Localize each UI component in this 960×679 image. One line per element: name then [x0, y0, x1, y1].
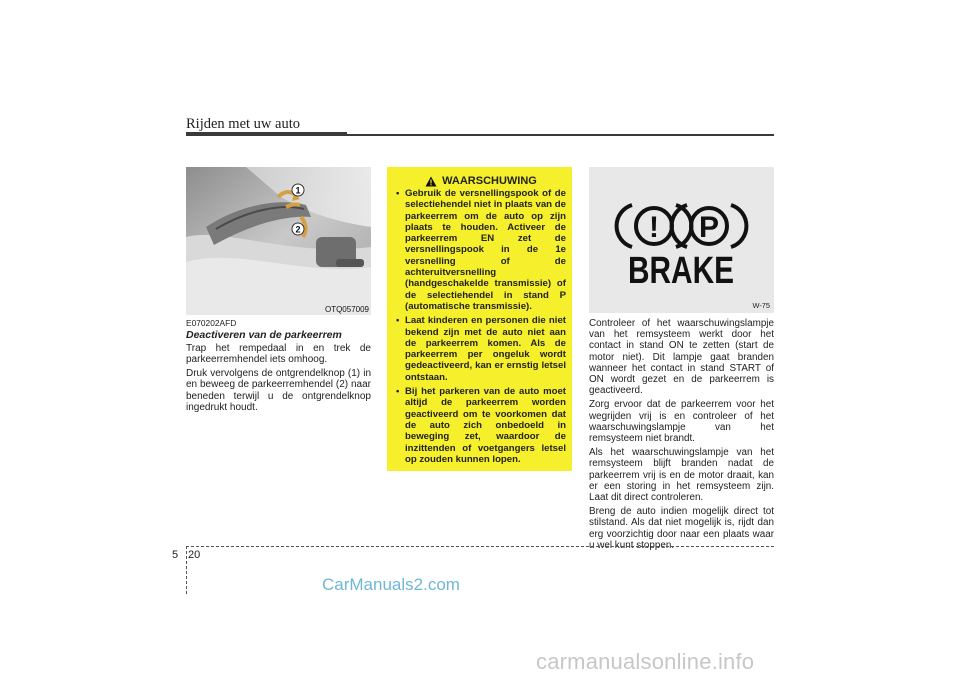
page-number: 20: [188, 549, 201, 561]
brake-lamp-symbols: [589, 167, 774, 313]
paragraph: Controleer of het waarschuwingslampje van het remsysteem werkt door het contact in stand ON te zetten (start de motor niet). Dit lampje gaat branden wanneer het contact in stand START of ON wordt gezet en de parkeerrem is geactiveerd.: [589, 318, 774, 397]
brake-word: BRAKE: [628, 250, 734, 292]
exclamation-circle-icon: [617, 205, 692, 247]
left-text-column: [186, 318, 371, 416]
brake-image-caption: W-75: [752, 301, 770, 310]
section-code: E070202AFD: [186, 318, 237, 328]
paragraph: Zorg ervoor dat de parkeerrem voor het wegrijden vrij is en controleer of het waarschuwingslampje van het remsysteem niet brandt.: [589, 399, 774, 445]
warning-title: WAARSCHUWING: [442, 175, 537, 187]
footer-vertical-rule: [186, 546, 187, 594]
parking-brake-photo: [186, 167, 371, 315]
right-text-column: [589, 318, 774, 554]
header-bar: [186, 132, 347, 136]
warning-item: • Gebruik de versnellingspook of de selectiehendel niet in plaats van de parkeerrem om de auto op zijn plaats te houden. Activeer de parkeerrem EN zet de versnellingspook in de 1e versnelling of de achteruitversnelling (handgeschakelde transmissie) of de selectiehendel in stand P (automatische transmissie).: [396, 188, 566, 312]
section-subtitle: Deactiveren van de parkeerrem: [186, 329, 342, 342]
section-number: 5: [172, 549, 179, 561]
warning-item: • Laat kinderen en personen die niet bekend zijn met de auto niet aan de parkeerrem komen. Als de parkeerrem per ongeluk wordt gedeactiveerd, kan er ernstig letsel ontstaan.: [396, 315, 566, 383]
warning-item: • Bij het parkeren van de auto moet altijd de parkeerrem worden geactiveerd om te voorkomen dat de auto zich onbedoeld in beweging zet, waardoor de inzittenden of voetgangers letsel op zouden kunnen lopen.: [396, 386, 566, 465]
paragraph: Trap het rempedaal in en trek de parkeerremhendel iets omhoog.: [186, 342, 371, 365]
paragraph: Breng de auto indien mogelijk direct tot stilstand. Als dat niet mogelijk is, rijdt dan erg voorzichtig door naar een plaats waar u wel kunt stoppen.: [589, 506, 774, 551]
callout-1: 1: [295, 185, 301, 196]
warning-list: [396, 188, 566, 465]
parking-letter: P: [698, 211, 720, 244]
exclamation-mark: !: [649, 211, 659, 244]
paragraph: Als het waarschuwingslampje van het remsysteem blijft branden nadat de parkeerrem vrij is en de motor draait, kan er een storing in het remsysteem zijn. Laat dit direct controleren.: [589, 447, 774, 504]
page-header-title: Rijden met uw auto: [186, 116, 300, 132]
watermark-top[interactable]: CarManuals2.com: [322, 575, 460, 594]
footer-rule: [186, 546, 774, 547]
brake-warning-lamp-image: [589, 167, 774, 313]
parking-brake-illustration: [186, 167, 371, 315]
warning-box: [387, 167, 572, 471]
paragraph: Druk vervolgens de ontgrendelknop (1) in en beweeg de parkeerremhendel (2) naar beneden terwijl u de ontgrendelknop ingedrukt houdt.: [186, 368, 371, 414]
photo-caption: OTQ057009: [324, 305, 369, 314]
warning-heading: [396, 175, 566, 187]
warning-triangle-icon: [425, 176, 437, 187]
callout-2: 2: [295, 224, 301, 235]
header-rule: [347, 134, 774, 136]
parking-p-circle-icon: [672, 205, 747, 247]
watermark-bottom: carmanualsonline.info: [536, 649, 755, 674]
